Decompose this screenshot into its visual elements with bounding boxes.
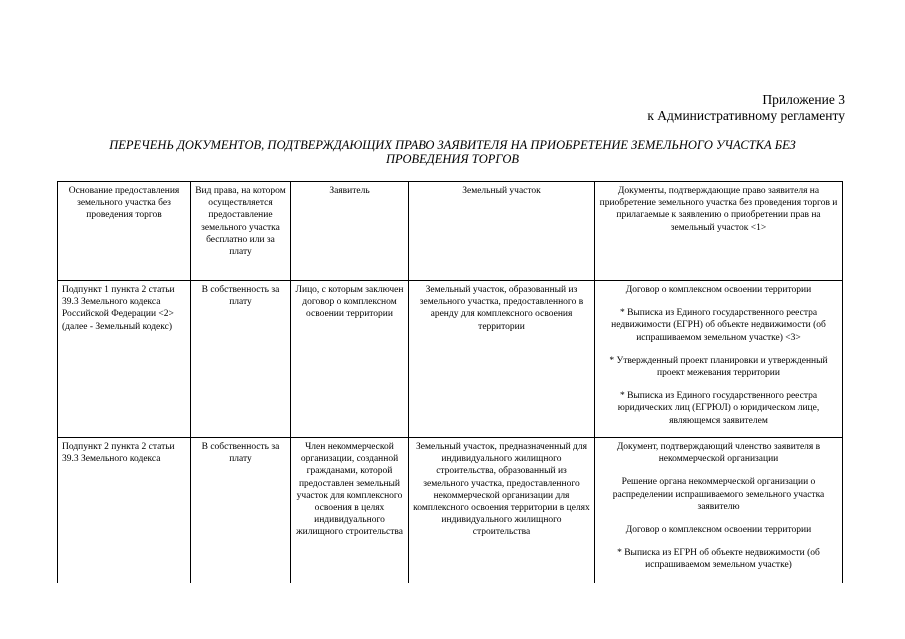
document-item: * Выписка из Единого государственного реестра юридических лиц (ЕГРЮЛ) о юридическом лице, являющемся заявителем <box>617 391 820 426</box>
cell-documents <box>595 438 843 583</box>
documents-table <box>57 181 843 583</box>
document-item: Договор о комплексном освоении территории <box>625 525 812 536</box>
cell-land-plot: Земельный участок, образованный из земельного участка, предоставленного в аренду для комплексного освоения территории <box>409 281 595 438</box>
table-header-row <box>58 182 843 281</box>
document-item: Документ, подтверждающий членство заявителя в некоммерческой организации <box>616 442 821 465</box>
appendix-regulation: к Административному регламенту <box>647 108 845 123</box>
table-row <box>58 438 843 583</box>
header-right-type: Вид права, на котором осуществляется предоставление земельного участка бесплатно или за плату <box>191 182 291 281</box>
table-row <box>58 281 843 438</box>
cell-basis: Подпункт 2 пункта 2 статьи 39.3 Земельного кодекса <box>58 438 191 583</box>
cell-documents <box>595 281 843 438</box>
cell-applicant: Лицо, с которым заключен договор о комплексном освоении территории <box>291 281 409 438</box>
header-land-plot: Земельный участок <box>409 182 595 281</box>
document-item: * Утвержденный проект планировки и утвержденный проект межевания территории <box>609 355 828 379</box>
appendix-number: Приложение 3 <box>762 92 845 107</box>
document-item: * Выписка из ЕГРН об объекте недвижимости (об испрашиваемом земельном участке) <box>617 548 820 571</box>
cell-applicant: Член некоммерческой организации, созданной гражданами, которой предоставлен земельный участок для комплексного освоения в целях индивидуального жилищного строительства <box>291 438 409 583</box>
cell-right-type: В собственность за плату <box>191 281 291 438</box>
header-documents: Документы, подтверждающие право заявителя на приобретение земельного участка без проведения торгов и прилагаемые к заявлению о приобретении прав на земельный участок <1> <box>595 182 843 281</box>
header-applicant: Заявитель <box>291 182 409 281</box>
cell-basis: Подпункт 1 пункта 2 статьи 39.3 Земельного кодекса Российской Федерации <2> (далее - Земельный кодекс) <box>58 281 191 438</box>
document-item: * Выписка из Единого государственного реестра недвижимости (ЕГРН) об объекте недвижимости (об испрашиваемом земельном участке) <3> <box>611 308 826 343</box>
document-item: Решение органа некоммерческой организации о распределении испрашиваемого земельного участка заявителю <box>612 477 825 512</box>
document-item: Договор о комплексном освоении территории <box>625 285 812 295</box>
cell-right-type: В собственность за плату <box>191 438 291 583</box>
appendix-reference <box>647 92 845 124</box>
document-title: ПЕРЕЧЕНЬ ДОКУМЕНТОВ, ПОДТВЕРЖДАЮЩИХ ПРАВО ЗАЯВИТЕЛЯ НА ПРИОБРЕТЕНИЕ ЗЕМЕЛЬНОГО УЧАСТКА БЕЗ ПРОВЕДЕНИЯ ТОРГОВ <box>109 138 796 166</box>
header-basis: Основание предоставления земельного участка без проведения торгов <box>58 182 191 281</box>
cell-land-plot: Земельный участок, предназначенный для индивидуального жилищного строительства, образованный из земельного участка, предоставленного некоммерческой организации для комплексного освоения территории в целях индивидуального жилищного строительства <box>409 438 595 583</box>
